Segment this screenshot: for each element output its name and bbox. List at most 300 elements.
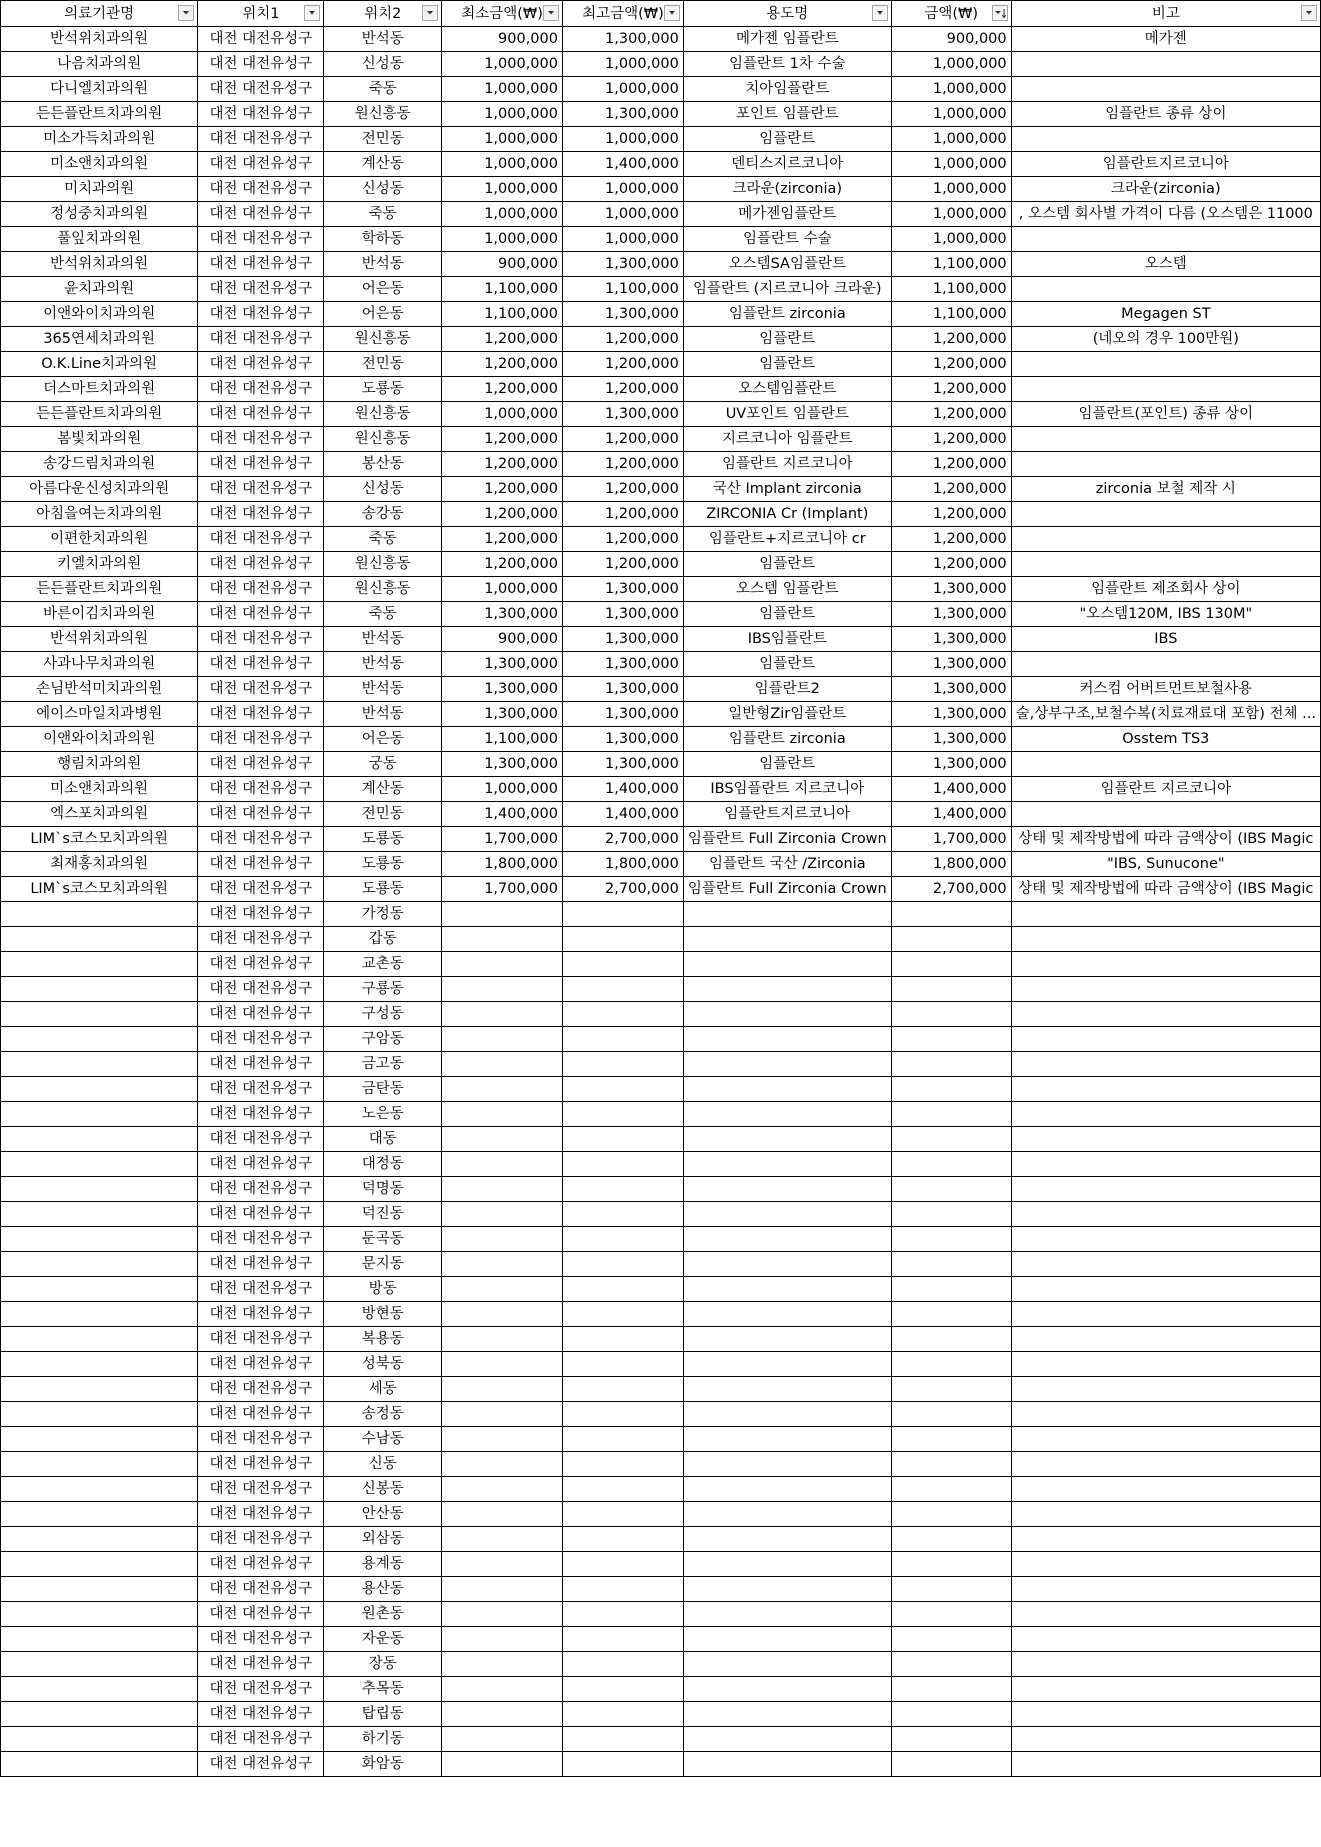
cell-price[interactable]: 1,000,000 — [891, 127, 1011, 152]
cell-location2[interactable]: 계산동 — [324, 152, 442, 177]
cell-remark[interactable] — [1011, 227, 1320, 252]
cell-min-price[interactable]: 1,800,000 — [442, 852, 563, 877]
cell-location2[interactable]: 어은동 — [324, 727, 442, 752]
cell-remark[interactable] — [1011, 1377, 1320, 1402]
cell-remark[interactable] — [1011, 1477, 1320, 1502]
cell-location2[interactable]: 탑립동 — [324, 1702, 442, 1727]
cell-institution-name[interactable]: 이앤와이치과의원 — [1, 727, 198, 752]
cell-institution-name[interactable]: 봄빛치과의원 — [1, 427, 198, 452]
cell-location1[interactable]: 대전 대전유성구 — [198, 1002, 324, 1027]
cell-purpose[interactable]: 임플란트 수술 — [683, 227, 891, 252]
cell-max-price[interactable]: 1,200,000 — [562, 477, 683, 502]
cell-location2[interactable]: 송정동 — [324, 1402, 442, 1427]
cell-location2[interactable]: 신성동 — [324, 52, 442, 77]
cell-min-price[interactable] — [442, 1377, 563, 1402]
cell-institution-name[interactable] — [1, 1477, 198, 1502]
cell-institution-name[interactable]: 든든플란트치과의원 — [1, 577, 198, 602]
cell-location1[interactable]: 대전 대전유성구 — [198, 1027, 324, 1052]
cell-institution-name[interactable] — [1, 1327, 198, 1352]
cell-max-price[interactable]: 1,300,000 — [562, 702, 683, 727]
cell-remark[interactable] — [1011, 1052, 1320, 1077]
cell-min-price[interactable]: 1,100,000 — [442, 727, 563, 752]
cell-location1[interactable]: 대전 대전유성구 — [198, 877, 324, 902]
cell-institution-name[interactable] — [1, 1702, 198, 1727]
cell-location2[interactable]: 덕명동 — [324, 1177, 442, 1202]
cell-purpose[interactable] — [683, 1202, 891, 1227]
cell-remark[interactable] — [1011, 1252, 1320, 1277]
cell-institution-name[interactable] — [1, 1552, 198, 1577]
cell-location2[interactable]: 화암동 — [324, 1752, 442, 1777]
cell-max-price[interactable]: 1,000,000 — [562, 127, 683, 152]
cell-remark[interactable]: zirconia 보철 제작 시 — [1011, 477, 1320, 502]
cell-min-price[interactable] — [442, 1577, 563, 1602]
cell-purpose[interactable] — [683, 1427, 891, 1452]
cell-min-price[interactable]: 1,300,000 — [442, 602, 563, 627]
cell-location1[interactable]: 대전 대전유성구 — [198, 77, 324, 102]
cell-price[interactable] — [891, 1477, 1011, 1502]
cell-purpose[interactable]: 임플란트 — [683, 652, 891, 677]
cell-location2[interactable]: 대동 — [324, 1127, 442, 1152]
cell-max-price[interactable] — [562, 1202, 683, 1227]
cell-purpose[interactable] — [683, 1477, 891, 1502]
cell-price[interactable]: 1,400,000 — [891, 802, 1011, 827]
cell-location1[interactable]: 대전 대전유성구 — [198, 402, 324, 427]
cell-location1[interactable]: 대전 대전유성구 — [198, 952, 324, 977]
cell-purpose[interactable]: 메가젠임플란트 — [683, 202, 891, 227]
filter-button[interactable] — [304, 5, 320, 21]
cell-location2[interactable]: 용산동 — [324, 1577, 442, 1602]
cell-min-price[interactable]: 1,000,000 — [442, 577, 563, 602]
cell-min-price[interactable]: 1,700,000 — [442, 877, 563, 902]
cell-price[interactable] — [891, 1552, 1011, 1577]
cell-institution-name[interactable] — [1, 1527, 198, 1552]
cell-institution-name[interactable]: 이편한치과의원 — [1, 527, 198, 552]
cell-min-price[interactable] — [442, 1502, 563, 1527]
cell-institution-name[interactable]: 엑스포치과의원 — [1, 802, 198, 827]
cell-location1[interactable]: 대전 대전유성구 — [198, 1302, 324, 1327]
cell-location1[interactable]: 대전 대전유성구 — [198, 1102, 324, 1127]
cell-price[interactable] — [891, 1377, 1011, 1402]
cell-institution-name[interactable]: 다니엘치과의원 — [1, 77, 198, 102]
cell-max-price[interactable] — [562, 1127, 683, 1152]
cell-remark[interactable]: IBS — [1011, 627, 1320, 652]
cell-location2[interactable]: 원신흥동 — [324, 102, 442, 127]
cell-institution-name[interactable]: 최재홍치과의원 — [1, 852, 198, 877]
cell-institution-name[interactable]: 든든플란트치과의원 — [1, 102, 198, 127]
cell-purpose[interactable]: IBS임플란트 — [683, 627, 891, 652]
cell-price[interactable]: 1,200,000 — [891, 377, 1011, 402]
cell-min-price[interactable] — [442, 1252, 563, 1277]
cell-location2[interactable]: 신성동 — [324, 177, 442, 202]
cell-price[interactable]: 1,000,000 — [891, 202, 1011, 227]
cell-location2[interactable]: 도룡동 — [324, 877, 442, 902]
cell-max-price[interactable] — [562, 1402, 683, 1427]
cell-remark[interactable]: 임플란트지르코니아 — [1011, 152, 1320, 177]
cell-location2[interactable]: 노은동 — [324, 1102, 442, 1127]
cell-institution-name[interactable]: 반석위치과의원 — [1, 27, 198, 52]
cell-min-price[interactable]: 1,200,000 — [442, 502, 563, 527]
cell-location2[interactable]: 교촌동 — [324, 952, 442, 977]
cell-price[interactable] — [891, 1127, 1011, 1152]
cell-max-price[interactable]: 1,300,000 — [562, 577, 683, 602]
cell-min-price[interactable]: 1,000,000 — [442, 202, 563, 227]
cell-remark[interactable]: 술,상부구조,보철수복(치료재료대 포함) 전체 ... — [1011, 702, 1320, 727]
cell-institution-name[interactable] — [1, 1577, 198, 1602]
cell-institution-name[interactable]: 나음치과의원 — [1, 52, 198, 77]
filter-button[interactable] — [543, 5, 559, 21]
cell-location1[interactable]: 대전 대전유성구 — [198, 1277, 324, 1302]
cell-price[interactable]: 1,200,000 — [891, 352, 1011, 377]
cell-location1[interactable]: 대전 대전유성구 — [198, 1602, 324, 1627]
cell-price[interactable]: 1,200,000 — [891, 552, 1011, 577]
cell-min-price[interactable] — [442, 1327, 563, 1352]
cell-price[interactable]: 1,800,000 — [891, 852, 1011, 877]
cell-price[interactable]: 1,200,000 — [891, 452, 1011, 477]
cell-institution-name[interactable]: 아름다운신성치과의원 — [1, 477, 198, 502]
cell-max-price[interactable]: 1,800,000 — [562, 852, 683, 877]
cell-remark[interactable]: , 오스템 회사별 가격이 다름 (오스템은 11000 — [1011, 202, 1320, 227]
cell-remark[interactable] — [1011, 977, 1320, 1002]
cell-max-price[interactable] — [562, 1152, 683, 1177]
cell-location1[interactable]: 대전 대전유성구 — [198, 1427, 324, 1452]
cell-location2[interactable]: 방동 — [324, 1277, 442, 1302]
cell-max-price[interactable]: 1,000,000 — [562, 202, 683, 227]
cell-location2[interactable]: 반석동 — [324, 627, 442, 652]
cell-location1[interactable]: 대전 대전유성구 — [198, 1502, 324, 1527]
cell-price[interactable]: 1,100,000 — [891, 302, 1011, 327]
cell-max-price[interactable] — [562, 1102, 683, 1127]
cell-location2[interactable]: 어은동 — [324, 302, 442, 327]
cell-purpose[interactable]: UV포인트 임플란트 — [683, 402, 891, 427]
cell-price[interactable]: 1,200,000 — [891, 527, 1011, 552]
cell-institution-name[interactable] — [1, 1102, 198, 1127]
cell-remark[interactable] — [1011, 1502, 1320, 1527]
cell-remark[interactable]: (네오의 경우 100만원) — [1011, 327, 1320, 352]
cell-institution-name[interactable] — [1, 1227, 198, 1252]
cell-remark[interactable] — [1011, 1177, 1320, 1202]
cell-price[interactable] — [891, 1027, 1011, 1052]
cell-price[interactable] — [891, 1627, 1011, 1652]
cell-location1[interactable]: 대전 대전유성구 — [198, 327, 324, 352]
cell-max-price[interactable] — [562, 1602, 683, 1627]
cell-location2[interactable]: 문지동 — [324, 1252, 442, 1277]
cell-remark[interactable]: 커스컴 어버트먼트보철사용 — [1011, 677, 1320, 702]
cell-max-price[interactable]: 1,000,000 — [562, 227, 683, 252]
cell-institution-name[interactable] — [1, 1177, 198, 1202]
cell-location1[interactable]: 대전 대전유성구 — [198, 1177, 324, 1202]
cell-institution-name[interactable]: LIM`s코스모치과의원 — [1, 877, 198, 902]
cell-location1[interactable]: 대전 대전유성구 — [198, 1127, 324, 1152]
cell-price[interactable] — [891, 1727, 1011, 1752]
cell-location1[interactable]: 대전 대전유성구 — [198, 302, 324, 327]
cell-location1[interactable]: 대전 대전유성구 — [198, 452, 324, 477]
cell-max-price[interactable]: 1,300,000 — [562, 252, 683, 277]
cell-price[interactable]: 1,200,000 — [891, 427, 1011, 452]
cell-location1[interactable]: 대전 대전유성구 — [198, 602, 324, 627]
cell-remark[interactable] — [1011, 452, 1320, 477]
cell-remark[interactable] — [1011, 1752, 1320, 1777]
cell-location1[interactable]: 대전 대전유성구 — [198, 677, 324, 702]
cell-price[interactable]: 1,000,000 — [891, 152, 1011, 177]
cell-location1[interactable]: 대전 대전유성구 — [198, 277, 324, 302]
cell-price[interactable] — [891, 1502, 1011, 1527]
cell-purpose[interactable] — [683, 1327, 891, 1352]
cell-remark[interactable] — [1011, 52, 1320, 77]
cell-location1[interactable]: 대전 대전유성구 — [198, 1452, 324, 1477]
cell-purpose[interactable]: 임플란트 — [683, 752, 891, 777]
cell-purpose[interactable] — [683, 1227, 891, 1252]
cell-location1[interactable]: 대전 대전유성구 — [198, 427, 324, 452]
cell-price[interactable] — [891, 1752, 1011, 1777]
cell-remark[interactable] — [1011, 952, 1320, 977]
cell-location1[interactable]: 대전 대전유성구 — [198, 27, 324, 52]
cell-location1[interactable]: 대전 대전유성구 — [198, 752, 324, 777]
cell-location2[interactable]: 원신흥동 — [324, 577, 442, 602]
cell-min-price[interactable] — [442, 1152, 563, 1177]
cell-institution-name[interactable] — [1, 1377, 198, 1402]
cell-location2[interactable]: 죽동 — [324, 202, 442, 227]
cell-max-price[interactable] — [562, 1452, 683, 1477]
cell-location2[interactable]: 가정동 — [324, 902, 442, 927]
cell-remark[interactable] — [1011, 1302, 1320, 1327]
cell-purpose[interactable]: 메가젠 임플란트 — [683, 27, 891, 52]
cell-min-price[interactable] — [442, 1277, 563, 1302]
cell-remark[interactable] — [1011, 1427, 1320, 1452]
cell-price[interactable] — [891, 1002, 1011, 1027]
cell-location1[interactable]: 대전 대전유성구 — [198, 1202, 324, 1227]
cell-price[interactable] — [891, 1402, 1011, 1427]
cell-remark[interactable] — [1011, 1527, 1320, 1552]
cell-min-price[interactable]: 1,300,000 — [442, 677, 563, 702]
cell-max-price[interactable] — [562, 1327, 683, 1352]
cell-institution-name[interactable] — [1, 902, 198, 927]
cell-min-price[interactable] — [442, 1127, 563, 1152]
cell-location2[interactable]: 금고동 — [324, 1052, 442, 1077]
cell-institution-name[interactable] — [1, 977, 198, 1002]
cell-price[interactable] — [891, 1102, 1011, 1127]
cell-purpose[interactable] — [683, 1002, 891, 1027]
cell-location1[interactable]: 대전 대전유성구 — [198, 1327, 324, 1352]
cell-institution-name[interactable] — [1, 1602, 198, 1627]
cell-max-price[interactable]: 1,300,000 — [562, 652, 683, 677]
cell-institution-name[interactable]: 반석위치과의원 — [1, 252, 198, 277]
cell-remark[interactable] — [1011, 1352, 1320, 1377]
cell-min-price[interactable]: 1,400,000 — [442, 802, 563, 827]
cell-location1[interactable]: 대전 대전유성구 — [198, 552, 324, 577]
cell-max-price[interactable] — [562, 1002, 683, 1027]
cell-remark[interactable] — [1011, 427, 1320, 452]
cell-location2[interactable]: 세동 — [324, 1377, 442, 1402]
cell-remark[interactable] — [1011, 802, 1320, 827]
cell-max-price[interactable]: 1,300,000 — [562, 302, 683, 327]
filter-button[interactable] — [422, 5, 438, 21]
cell-price[interactable] — [891, 1227, 1011, 1252]
cell-institution-name[interactable] — [1, 1002, 198, 1027]
cell-min-price[interactable] — [442, 1427, 563, 1452]
cell-purpose[interactable]: 임플란트 — [683, 127, 891, 152]
cell-purpose[interactable] — [683, 1377, 891, 1402]
cell-max-price[interactable]: 1,200,000 — [562, 377, 683, 402]
cell-max-price[interactable]: 2,700,000 — [562, 877, 683, 902]
cell-min-price[interactable]: 1,000,000 — [442, 52, 563, 77]
cell-remark[interactable] — [1011, 1602, 1320, 1627]
cell-max-price[interactable] — [562, 952, 683, 977]
cell-price[interactable]: 1,300,000 — [891, 602, 1011, 627]
cell-institution-name[interactable]: 미소가득치과의원 — [1, 127, 198, 152]
cell-purpose[interactable]: 지르코니아 임플란트 — [683, 427, 891, 452]
cell-max-price[interactable]: 1,400,000 — [562, 777, 683, 802]
cell-max-price[interactable] — [562, 1752, 683, 1777]
cell-price[interactable] — [891, 902, 1011, 927]
cell-price[interactable] — [891, 1302, 1011, 1327]
cell-purpose[interactable] — [683, 1627, 891, 1652]
cell-location1[interactable]: 대전 대전유성구 — [198, 902, 324, 927]
cell-purpose[interactable] — [683, 1452, 891, 1477]
cell-location2[interactable]: 죽동 — [324, 602, 442, 627]
cell-location1[interactable]: 대전 대전유성구 — [198, 177, 324, 202]
cell-remark[interactable] — [1011, 1577, 1320, 1602]
cell-remark[interactable] — [1011, 77, 1320, 102]
cell-purpose[interactable] — [683, 952, 891, 977]
cell-max-price[interactable] — [562, 1227, 683, 1252]
cell-location2[interactable]: 계산동 — [324, 777, 442, 802]
cell-max-price[interactable] — [562, 1727, 683, 1752]
cell-purpose[interactable]: ZIRCONIA Cr (Implant) — [683, 502, 891, 527]
cell-purpose[interactable]: 덴티스지르코니아 — [683, 152, 891, 177]
cell-institution-name[interactable]: 키엘치과의원 — [1, 552, 198, 577]
cell-remark[interactable] — [1011, 902, 1320, 927]
cell-location2[interactable]: 도룡동 — [324, 377, 442, 402]
cell-remark[interactable] — [1011, 1677, 1320, 1702]
cell-price[interactable] — [891, 977, 1011, 1002]
cell-min-price[interactable] — [442, 1402, 563, 1427]
filter-button[interactable] — [872, 5, 888, 21]
cell-location1[interactable]: 대전 대전유성구 — [198, 1727, 324, 1752]
cell-location1[interactable]: 대전 대전유성구 — [198, 1752, 324, 1777]
cell-min-price[interactable] — [442, 1477, 563, 1502]
cell-institution-name[interactable]: 이앤와이치과의원 — [1, 302, 198, 327]
cell-max-price[interactable] — [562, 1377, 683, 1402]
cell-purpose[interactable] — [683, 1077, 891, 1102]
cell-location1[interactable]: 대전 대전유성구 — [198, 1702, 324, 1727]
cell-location1[interactable]: 대전 대전유성구 — [198, 1227, 324, 1252]
cell-remark[interactable] — [1011, 1402, 1320, 1427]
cell-remark[interactable] — [1011, 1227, 1320, 1252]
cell-institution-name[interactable]: 더스마트치과의원 — [1, 377, 198, 402]
cell-institution-name[interactable]: O.K.Line치과의원 — [1, 352, 198, 377]
cell-price[interactable] — [891, 1277, 1011, 1302]
cell-location1[interactable]: 대전 대전유성구 — [198, 477, 324, 502]
cell-institution-name[interactable] — [1, 1027, 198, 1052]
cell-max-price[interactable] — [562, 1677, 683, 1702]
cell-min-price[interactable] — [442, 1077, 563, 1102]
cell-price[interactable]: 1,300,000 — [891, 677, 1011, 702]
cell-min-price[interactable]: 900,000 — [442, 627, 563, 652]
cell-institution-name[interactable]: LIM`s코스모치과의원 — [1, 827, 198, 852]
cell-location1[interactable]: 대전 대전유성구 — [198, 802, 324, 827]
cell-institution-name[interactable]: 손님반석미치과의원 — [1, 677, 198, 702]
cell-purpose[interactable] — [683, 1702, 891, 1727]
cell-price[interactable]: 1,200,000 — [891, 502, 1011, 527]
cell-remark[interactable]: 임플란트 제조회사 상이 — [1011, 577, 1320, 602]
cell-institution-name[interactable] — [1, 1427, 198, 1452]
cell-remark[interactable] — [1011, 1702, 1320, 1727]
cell-min-price[interactable]: 1,200,000 — [442, 452, 563, 477]
cell-max-price[interactable]: 1,300,000 — [562, 627, 683, 652]
cell-purpose[interactable] — [683, 927, 891, 952]
cell-max-price[interactable]: 1,200,000 — [562, 327, 683, 352]
cell-institution-name[interactable]: 행림치과의원 — [1, 752, 198, 777]
cell-purpose[interactable]: 오스템임플란트 — [683, 377, 891, 402]
cell-location1[interactable]: 대전 대전유성구 — [198, 1152, 324, 1177]
cell-min-price[interactable] — [442, 1527, 563, 1552]
cell-location2[interactable]: 원신흥동 — [324, 327, 442, 352]
cell-remark[interactable] — [1011, 1127, 1320, 1152]
cell-purpose[interactable] — [683, 1652, 891, 1677]
cell-purpose[interactable]: 일반형Zir임플란트 — [683, 702, 891, 727]
cell-min-price[interactable]: 900,000 — [442, 252, 563, 277]
cell-purpose[interactable] — [683, 1277, 891, 1302]
cell-price[interactable]: 2,700,000 — [891, 877, 1011, 902]
cell-location2[interactable]: 반석동 — [324, 27, 442, 52]
cell-institution-name[interactable]: 송강드림치과의원 — [1, 452, 198, 477]
cell-institution-name[interactable] — [1, 1502, 198, 1527]
cell-institution-name[interactable] — [1, 1077, 198, 1102]
cell-location1[interactable]: 대전 대전유성구 — [198, 1677, 324, 1702]
cell-price[interactable]: 1,000,000 — [891, 227, 1011, 252]
cell-price[interactable] — [891, 952, 1011, 977]
cell-purpose[interactable]: 임플란트 국산 /Zirconia — [683, 852, 891, 877]
cell-min-price[interactable]: 1,700,000 — [442, 827, 563, 852]
cell-min-price[interactable]: 1,000,000 — [442, 227, 563, 252]
cell-price[interactable]: 1,000,000 — [891, 52, 1011, 77]
cell-remark[interactable] — [1011, 352, 1320, 377]
cell-min-price[interactable]: 1,100,000 — [442, 302, 563, 327]
cell-remark[interactable]: 임플란트 지르코니아 — [1011, 777, 1320, 802]
cell-remark[interactable] — [1011, 652, 1320, 677]
cell-purpose[interactable]: 임플란트지르코니아 — [683, 802, 891, 827]
cell-max-price[interactable]: 1,200,000 — [562, 527, 683, 552]
cell-purpose[interactable] — [683, 1752, 891, 1777]
cell-institution-name[interactable]: 미치과의원 — [1, 177, 198, 202]
cell-max-price[interactable]: 2,700,000 — [562, 827, 683, 852]
cell-purpose[interactable] — [683, 902, 891, 927]
cell-min-price[interactable] — [442, 1677, 563, 1702]
cell-institution-name[interactable]: 미소앤치과의원 — [1, 152, 198, 177]
cell-max-price[interactable] — [562, 977, 683, 1002]
cell-location2[interactable]: 반석동 — [324, 252, 442, 277]
cell-location2[interactable]: 자운동 — [324, 1627, 442, 1652]
cell-price[interactable]: 1,300,000 — [891, 627, 1011, 652]
cell-location2[interactable]: 대정동 — [324, 1152, 442, 1177]
cell-min-price[interactable]: 1,200,000 — [442, 527, 563, 552]
cell-location2[interactable]: 복용동 — [324, 1327, 442, 1352]
cell-purpose[interactable] — [683, 1577, 891, 1602]
cell-max-price[interactable]: 1,300,000 — [562, 402, 683, 427]
cell-location1[interactable]: 대전 대전유성구 — [198, 727, 324, 752]
cell-location1[interactable]: 대전 대전유성구 — [198, 1402, 324, 1427]
cell-institution-name[interactable]: 사과나무치과의원 — [1, 652, 198, 677]
cell-remark[interactable] — [1011, 1027, 1320, 1052]
cell-max-price[interactable] — [562, 1052, 683, 1077]
cell-purpose[interactable]: 국산 Implant zirconia — [683, 477, 891, 502]
cell-price[interactable] — [891, 1427, 1011, 1452]
cell-max-price[interactable] — [562, 1252, 683, 1277]
cell-remark[interactable] — [1011, 1452, 1320, 1477]
cell-purpose[interactable] — [683, 1252, 891, 1277]
cell-location2[interactable]: 덕진동 — [324, 1202, 442, 1227]
cell-institution-name[interactable]: 미소앤치과의원 — [1, 777, 198, 802]
